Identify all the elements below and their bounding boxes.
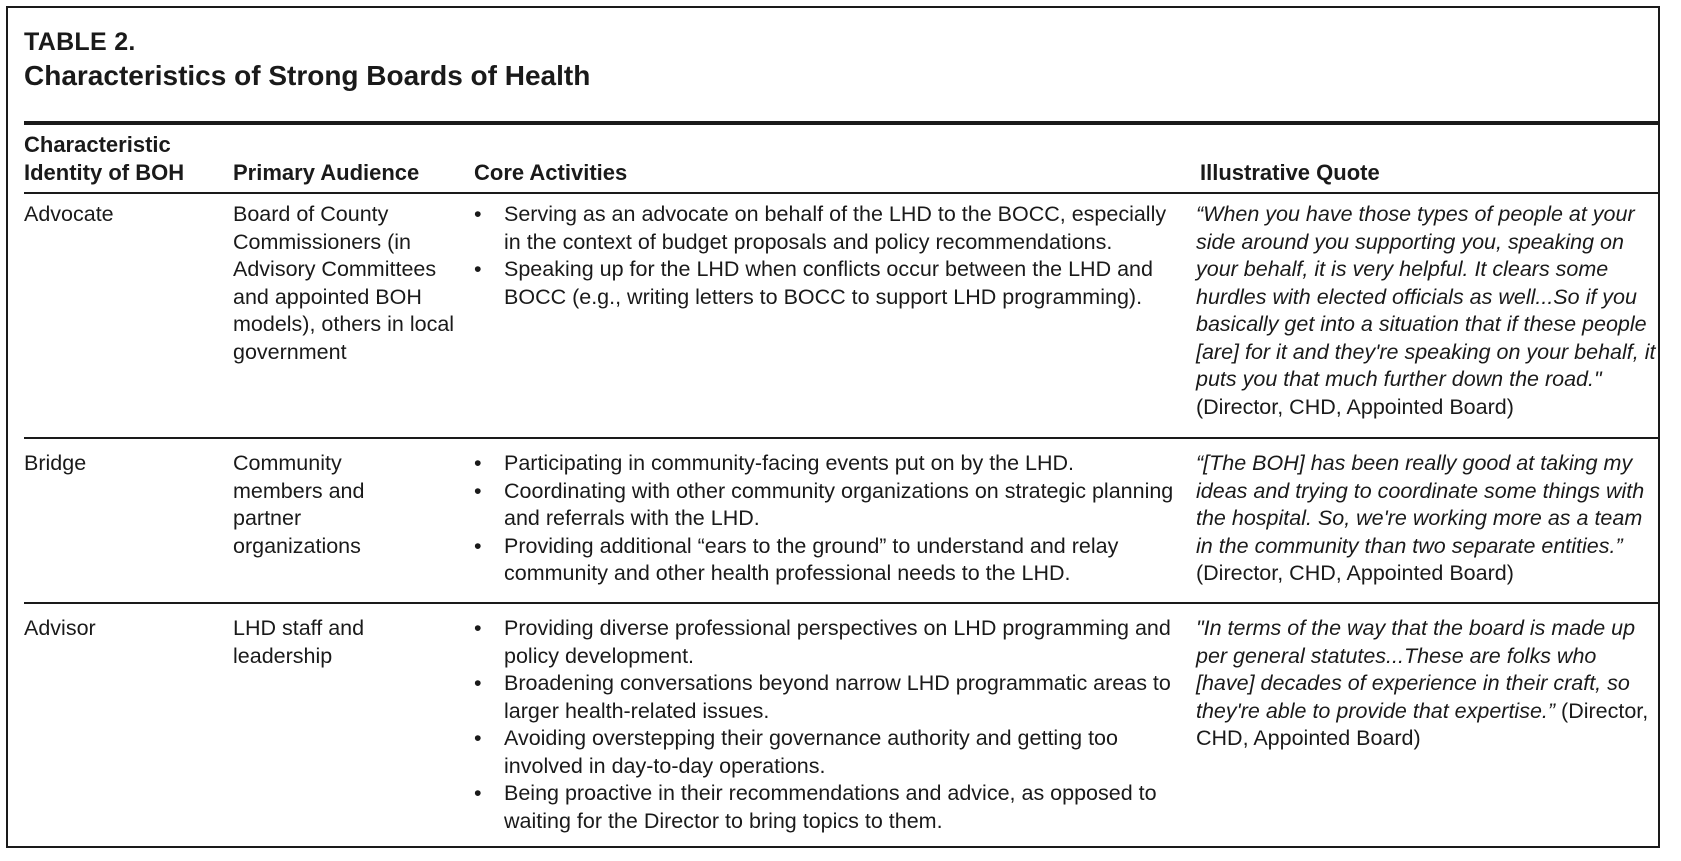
table-title: Characteristics of Strong Boards of Health — [24, 60, 591, 91]
row-audience: Community members and partner organizations — [233, 451, 365, 558]
row-activities — [474, 201, 1174, 311]
header-audience: Primary Audience — [233, 160, 420, 185]
row-divider — [24, 437, 1659, 439]
row-divider — [24, 602, 1659, 604]
title-rule — [24, 121, 1659, 125]
header-characteristic-line2: Identity of BOH — [24, 160, 185, 185]
activity-item: • Speaking up for the LHD when conflicts occur between the LHD and BOCC (e.g., writing letters to BOCC to support LHD programming). — [474, 256, 1174, 311]
row-quote: “[The BOH] has been really good at taking my ideas and trying to coordinate some things with the hospital. So, we're working more as a team in the community than two separate entities.” — [1196, 451, 1645, 558]
row-identity: Advisor — [24, 616, 96, 640]
activity-item: • Participating in community-facing events put on by the LHD. — [474, 450, 1174, 478]
row-audience: Board of County Commissioners (in Advisory Committees and appointed BOH models), others in local government — [233, 202, 455, 364]
row-quote: "In terms of the way that the board is made up per general statutes...These are folks who [have] decades of experience in their craft, so they're able to provide that expertise.” — [1196, 616, 1636, 723]
header-activities: Core Activities — [474, 160, 628, 185]
activity-item: • Being proactive in their recommendations and advice, as opposed to waiting for the Director to bring topics to them. — [474, 780, 1174, 835]
activity-item: • Providing additional “ears to the ground” to understand and relay community and other health professional needs to the LHD. — [474, 533, 1174, 588]
activity-item: • Serving as an advocate on behalf of the LHD to the BOCC, especially in the context of budget proposals and policy recommendations. — [474, 201, 1174, 256]
row-attribution: (Director, CHD, Appointed Board) — [1196, 698, 1649, 750]
row-quote-cell — [1196, 615, 1656, 753]
activity-item: • Providing diverse professional perspectives on LHD programming and policy development. — [474, 615, 1174, 670]
row-activities — [474, 615, 1174, 835]
row-audience: LHD staff and leadership — [233, 616, 365, 668]
header-characteristic — [24, 131, 184, 187]
row-quote-cell — [1196, 201, 1656, 421]
activity-item: • Broadening conversations beyond narrow LHD programmatic areas to larger health-related issues. — [474, 670, 1174, 725]
activity-item: • Coordinating with other community organizations on strategic planning and referrals with the LHD. — [474, 478, 1174, 533]
row-quote-cell — [1196, 450, 1656, 588]
row-identity: Advocate — [24, 202, 114, 226]
row-attribution: (Director, CHD, Appointed Board) — [1196, 394, 1514, 419]
header-quote: Illustrative Quote — [1200, 160, 1380, 185]
table-label: TABLE 2. — [24, 28, 136, 56]
header-rule — [24, 192, 1659, 194]
row-attribution: (Director, CHD, Appointed Board) — [1196, 561, 1514, 585]
header-characteristic-line1: Characteristic — [24, 132, 171, 157]
activity-item: • Avoiding overstepping their governance authority and getting too involved in day-to-day operations. — [474, 725, 1174, 780]
row-activities — [474, 450, 1174, 588]
row-identity: Bridge — [24, 451, 87, 475]
row-quote: “When you have those types of people at your side around you supporting you, speaking on your behalf, it is very helpful. It clears some hurdles with elected officials as well...So if you basically get into a situation that if these people [are] for it and they're speaking on your behalf, it puts you that much further down the road." — [1196, 202, 1656, 391]
